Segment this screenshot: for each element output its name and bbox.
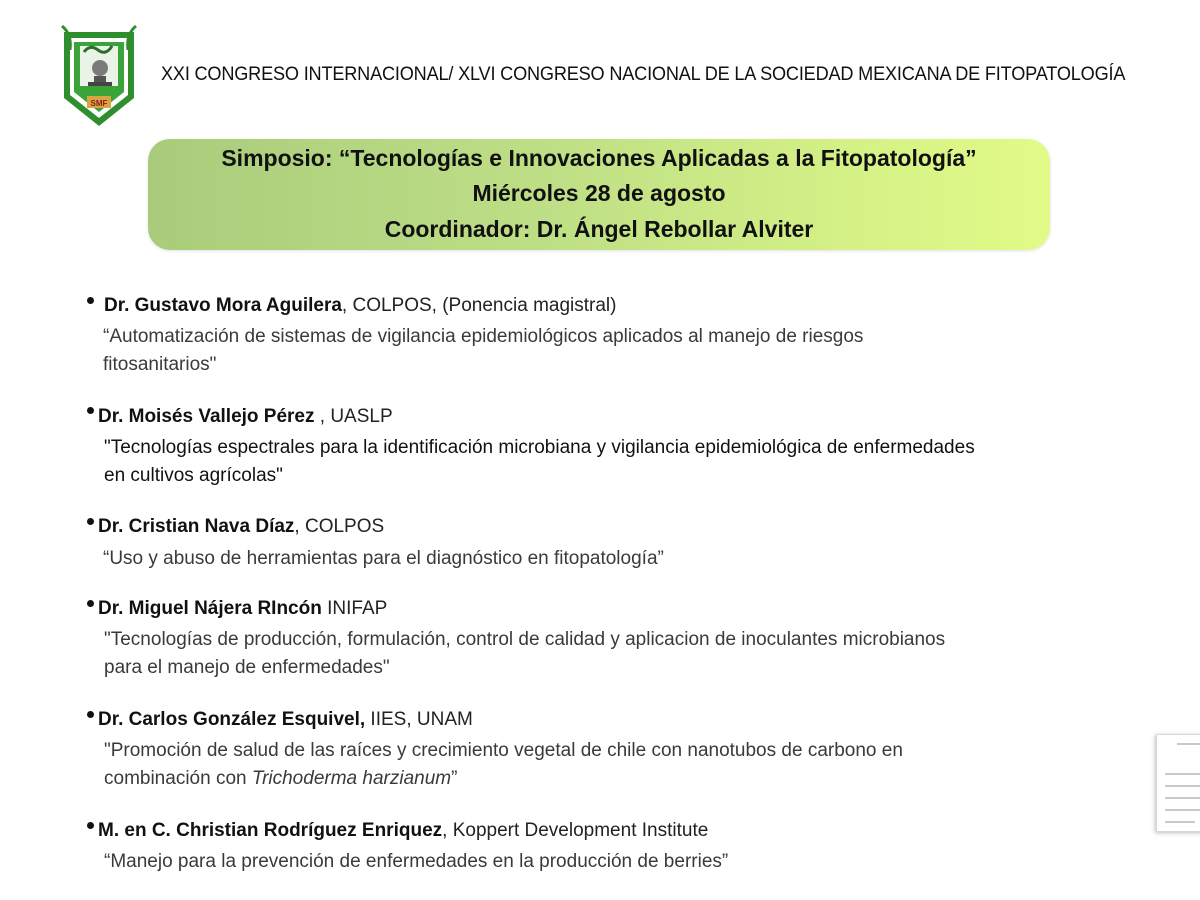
- talk-title: “Manejo para la prevención de enfermedades en la producción de berries”: [104, 851, 729, 872]
- speaker-affiliation: IIES, UNAM: [365, 709, 473, 730]
- speaker-name: Dr. Miguel Nájera RIncón: [98, 598, 322, 619]
- speaker-line: [98, 598, 387, 620]
- talk-title: "Tecnologías espectrales para la identificación microbiana y vigilancia epidemiológica de enfermedades en cultivos agrícolas": [104, 437, 975, 486]
- bullet-icon: [87, 297, 94, 304]
- speaker-affiliation: , COLPOS: [294, 516, 385, 537]
- speaker-line: [98, 406, 393, 428]
- speaker-affiliation: , COLPOS, (Ponencia magistral): [341, 295, 617, 316]
- speaker-line: [104, 295, 616, 317]
- bullet-icon: [87, 518, 94, 525]
- logo-shield-icon: [62, 26, 136, 126]
- congress-title: XXI CONGRESO INTERNACIONAL/ XLVI CONGRESO NACIONAL DE LA SOCIEDAD MEXICANA DE FITOPATOLOGÍA: [161, 63, 1126, 85]
- symposium-coordinator: Coordinador: Dr. Ángel Rebollar Alviter: [384, 216, 814, 242]
- speaker-line: [98, 820, 708, 842]
- talk-title: “Automatización de sistemas de vigilancia epidemiológicos aplicados al manejo de riesgos fitosanitarios": [103, 326, 864, 375]
- bullet-icon: [87, 600, 94, 607]
- bullet-icon: [87, 407, 94, 414]
- talk-title: "Tecnologías de producción, formulación, control de calidad y aplicacion de inoculantes microbianos para el manejo de enfermedades": [104, 629, 946, 678]
- symposium-title: Simposio: “Tecnologías e Innovaciones Aplicadas a la Fitopatología”: [221, 145, 977, 171]
- speaker-name: M. en C. Christian Rodríguez Enriquez: [98, 820, 443, 841]
- slide-thumbnail[interactable]: [1156, 734, 1200, 832]
- bullet-icon: [87, 822, 94, 829]
- bullet-icon: [87, 711, 94, 718]
- speaker-affiliation: , Koppert Development Institute: [442, 820, 709, 841]
- symposium-date: Miércoles 28 de agosto: [472, 180, 726, 206]
- speaker-name: Dr. Cristian Nava Díaz: [98, 516, 295, 537]
- species-name: Trichoderma harzianum: [251, 768, 452, 789]
- society-logo: [60, 22, 138, 128]
- speaker-line: [98, 516, 384, 538]
- speaker-name: Dr. Moisés Vallejo Pérez: [98, 406, 315, 427]
- symposium-banner: [148, 139, 1050, 250]
- speaker-name: Dr. Carlos González Esquivel,: [98, 709, 366, 730]
- speaker-affiliation: INIFAP: [321, 598, 388, 619]
- talk-title: "Promoción de salud de las raíces y crecimiento vegetal de chile con nanotubos de carbono en combinación con Trichoderma harzianum”: [104, 740, 903, 789]
- speaker-affiliation: , UASLP: [314, 406, 393, 427]
- speaker-name: Dr. Gustavo Mora Aguilera: [104, 295, 342, 316]
- speaker-line: [98, 709, 473, 731]
- logo-text: SMF: [90, 99, 108, 108]
- talk-title: “Uso y abuso de herramientas para el diagnóstico en fitopatología”: [103, 548, 664, 569]
